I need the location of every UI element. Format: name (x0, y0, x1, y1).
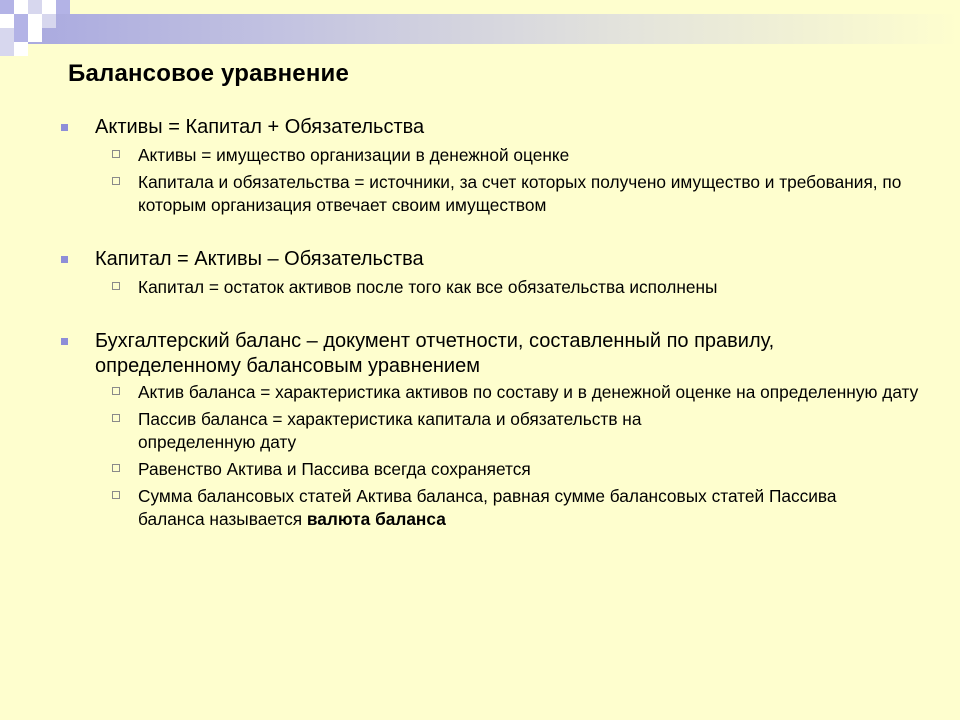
hollow-square-bullet-icon (112, 491, 120, 499)
subbullet-capital-definition (60, 276, 920, 299)
decorative-top-band (0, 14, 960, 44)
decorative-square (0, 14, 14, 28)
square-bullet-icon (61, 124, 68, 131)
subbullet-text: Пассив баланса = характеристика капитала и обязательств на определенную дату (138, 409, 642, 452)
bullet-text: Бухгалтерский баланс – документ отчетности, составленный по правилу, определенному балансовым уравнением (95, 330, 775, 377)
hollow-square-bullet-icon (112, 387, 120, 395)
decorative-square (28, 0, 42, 14)
decorative-square (0, 28, 14, 42)
hollow-square-bullet-icon (112, 150, 120, 158)
subbullet-text: Актив баланса = характеристика активов по составу и в денежной оценке на определенную дату (138, 382, 919, 402)
subbullet-asset-side (60, 381, 920, 404)
subbullet-equality (60, 458, 920, 481)
square-bullet-icon (61, 256, 68, 263)
decorative-square (14, 0, 28, 14)
decorative-square (14, 42, 28, 56)
hollow-square-bullet-icon (112, 414, 120, 422)
subbullet-text: Равенство Актива и Пассива всегда сохраняется (138, 459, 531, 479)
decorative-square (42, 14, 56, 28)
subbullet-text: Капитал = остаток активов после того как все обязательства исполнены (138, 277, 718, 297)
subbullet-capital-liabilities-definition (60, 171, 920, 217)
bullet-text: Активы = Капитал + Обязательства (95, 116, 425, 138)
decorative-square (0, 42, 14, 56)
subbullet-text: Сумма балансовых статей Актива баланса, равная сумме балансовых статей Пассива баланса называется (138, 486, 837, 529)
hollow-square-bullet-icon (112, 177, 120, 185)
decorative-square (14, 28, 28, 42)
decorative-square (42, 0, 56, 14)
bullet-capital-equation (60, 247, 920, 272)
subbullet-assets-definition (60, 144, 920, 167)
subbullet-liability-side (60, 408, 758, 454)
bullet-assets-equation (60, 115, 920, 140)
decorative-square (56, 0, 70, 14)
decorative-square (28, 14, 42, 28)
highlighted-term: валюта баланса (306, 509, 446, 529)
slide-title: Балансовое уравнение (68, 60, 350, 87)
subbullet-text: Активы = имущество организации в денежной оценке (138, 145, 570, 165)
slide-content (60, 115, 920, 531)
subbullet-balance-currency (60, 485, 838, 531)
decorative-square (0, 0, 14, 14)
hollow-square-bullet-icon (112, 464, 120, 472)
hollow-square-bullet-icon (112, 282, 120, 290)
decorative-square (28, 28, 42, 42)
bullet-balance-sheet (60, 329, 815, 379)
bullet-text: Капитал = Активы – Обязательства (95, 248, 424, 270)
decorative-square (14, 14, 28, 28)
subbullet-text: Капитала и обязательства = источники, за счет которых получено имущество и требования, по которым организация отвечает своим имуществом (138, 172, 902, 215)
square-bullet-icon (61, 338, 68, 345)
